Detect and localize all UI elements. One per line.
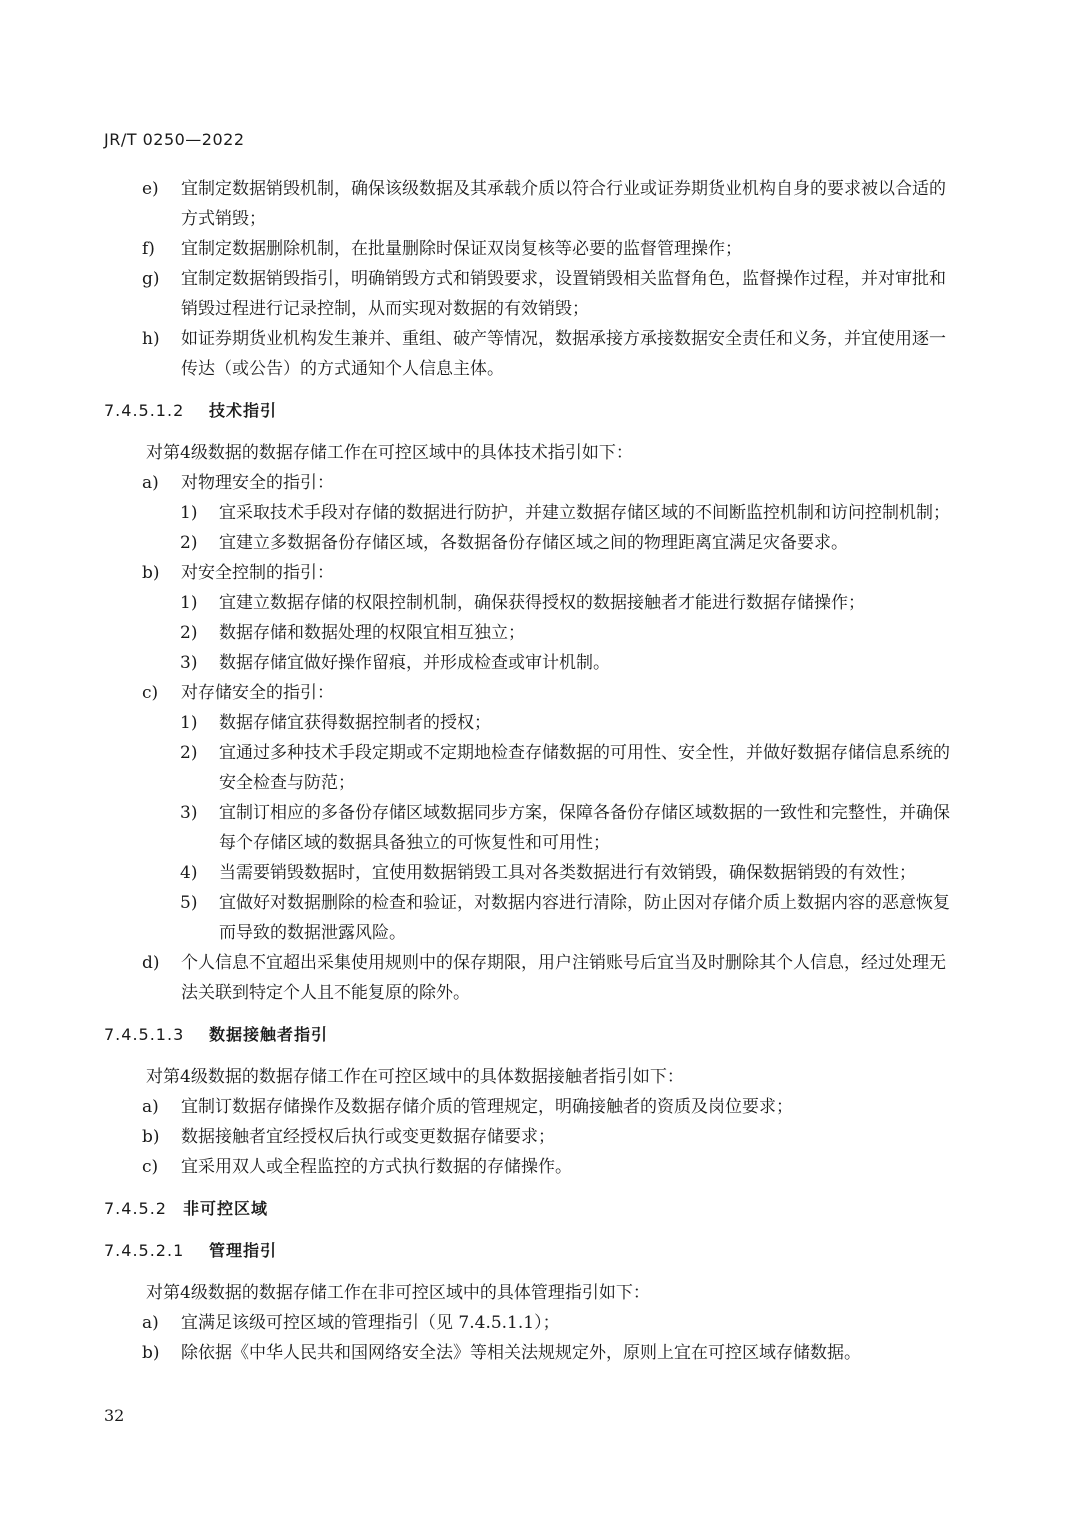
sub-list-item-text: 宜采取技术手段对存储的数据进行防护，并建立数据存储区域的不间断监控机制和访问控制机制；	[219, 503, 950, 523]
list-marker: b)	[142, 1343, 160, 1363]
list-marker: a)	[142, 1313, 159, 1333]
list-marker: a)	[142, 473, 159, 493]
list-item-text: 宜满足该级可控区域的管理指引（见 7.4.5.1.1）；	[181, 1313, 560, 1333]
list-item	[104, 264, 954, 324]
list-item	[104, 234, 954, 264]
sub-list-item	[104, 648, 954, 678]
list-marker: h)	[142, 329, 160, 349]
list-item	[104, 1092, 954, 1122]
sub-list-marker: 1)	[180, 503, 198, 523]
section-heading-74512	[104, 396, 954, 426]
list-item-text: 除依据《中华人民共和国网络安全法》等相关法规规定外，原则上宜在可控区域存储数据。	[181, 1343, 861, 1363]
sub-list-marker: 3)	[180, 653, 198, 673]
sub-list-item-text: 当需要销毁数据时，宜使用数据销毁工具对各类数据进行有效销毁，确保数据销毁的有效性；	[219, 863, 916, 883]
list-marker: b)	[142, 1127, 160, 1147]
section-number: 7.4.5.1.3	[104, 1025, 185, 1044]
list-marker: f)	[142, 239, 155, 259]
sub-list-item-text: 宜通过多种技术手段定期或不定期地检查存储数据的可用性、安全性，并做好数据存储信息系统的安全检查与防范；	[219, 743, 950, 793]
section-title: 非可控区域	[183, 1199, 269, 1218]
sub-list-item	[104, 858, 954, 888]
list-item-text: 个人信息不宜超出采集使用规则中的保存期限，用户注销账号后宜当及时删除其个人信息，经过处理无法关联到特定个人且不能复原的除外。	[181, 953, 946, 1003]
sub-list-item	[104, 498, 954, 528]
list-marker: e)	[142, 179, 159, 199]
sub-list-item-text: 宜做好对数据删除的检查和验证，对数据内容进行清除，防止因对存储介质上数据内容的恶意恢复而导致的数据泄露风险。	[219, 893, 950, 943]
sub-list-item	[104, 528, 954, 558]
section-number: 7.4.5.2	[104, 1199, 167, 1218]
section-intro: 对第4级数据的数据存储工作在可控区域中的具体数据接触者指引如下：	[146, 1067, 684, 1087]
sub-list-item	[104, 618, 954, 648]
section-heading-74521	[104, 1236, 954, 1266]
sub-list-marker: 3)	[180, 803, 198, 823]
section-heading-7452	[104, 1194, 954, 1224]
section-title: 技术指引	[209, 401, 278, 420]
sub-list-item-text: 宜制订相应的多备份存储区域数据同步方案，保障各备份存储区域数据的一致性和完整性，并确保每个存储区域的数据具备独立的可恢复性和可用性；	[219, 803, 950, 853]
list-marker: d)	[142, 953, 160, 973]
list-item-text: 宜制定数据销毁指引，明确销毁方式和销毁要求，设置销毁相关监督角色，监督操作过程，并对审批和销毁过程进行记录控制，从而实现对数据的有效销毁；	[181, 269, 946, 319]
list-item	[104, 468, 954, 498]
section-number: 7.4.5.1.2	[104, 401, 185, 420]
list-item	[104, 324, 954, 384]
sub-list-item-text: 数据存储宜做好操作留痕，并形成检查或审计机制。	[219, 653, 610, 673]
section-intro: 对第4级数据的数据存储工作在非可控区域中的具体管理指引如下：	[146, 1283, 650, 1303]
list-item	[104, 1122, 954, 1152]
list-item-text: 对物理安全的指引：	[181, 473, 334, 493]
sub-list-marker: 4)	[180, 863, 198, 883]
sub-list-marker: 1)	[180, 713, 198, 733]
sub-list-item-text: 宜建立多数据备份存储区域，各数据备份存储区域之间的物理距离宜满足灾备要求。	[219, 533, 848, 553]
list-item-text: 数据接触者宜经授权后执行或变更数据存储要求；	[181, 1127, 555, 1147]
section-number: 7.4.5.2.1	[104, 1241, 185, 1260]
sub-list-item	[104, 738, 954, 798]
list-item	[104, 558, 954, 588]
list-item-text: 对存储安全的指引：	[181, 683, 334, 703]
list-item-text: 对安全控制的指引：	[181, 563, 334, 583]
list-item	[104, 1152, 954, 1182]
list-item	[104, 1308, 954, 1338]
sub-list-item	[104, 798, 954, 858]
sub-list-marker: 2)	[180, 623, 198, 643]
page-content	[104, 174, 954, 1368]
list-item	[104, 948, 954, 1008]
list-item	[104, 1338, 954, 1368]
list-block-destruction	[104, 174, 954, 384]
sub-list-marker: 1)	[180, 593, 198, 613]
sub-list-marker: 2)	[180, 743, 198, 763]
section-intro: 对第4级数据的数据存储工作在可控区域中的具体技术指引如下：	[146, 443, 633, 463]
page-number: 32	[104, 1406, 125, 1425]
list-item	[104, 174, 954, 234]
sub-list-item	[104, 588, 954, 618]
list-item-text: 宜制定数据删除机制，在批量删除时保证双岗复核等必要的监督管理操作；	[181, 239, 742, 259]
list-marker: g)	[142, 269, 160, 289]
sub-list-marker: 5)	[180, 893, 198, 913]
sub-list-item	[104, 708, 954, 738]
sub-list-item	[104, 888, 954, 948]
section-title: 管理指引	[209, 1241, 278, 1260]
document-code: JR/T 0250—2022	[104, 130, 245, 149]
list-marker: a)	[142, 1097, 159, 1117]
list-item-text: 宜采用双人或全程监控的方式执行数据的存储操作。	[181, 1157, 572, 1177]
sub-list-marker: 2)	[180, 533, 198, 553]
list-marker: b)	[142, 563, 160, 583]
sub-list-item-text: 数据存储和数据处理的权限宜相互独立；	[219, 623, 525, 643]
list-marker: c)	[142, 1157, 159, 1177]
section-title: 数据接触者指引	[209, 1025, 329, 1044]
list-marker: c)	[142, 683, 159, 703]
list-item-text: 宜制定数据销毁机制，确保该级数据及其承载介质以符合行业或证券期货业机构自身的要求被以合适的方式销毁；	[181, 179, 946, 229]
list-item-text: 如证券期货业机构发生兼并、重组、破产等情况，数据承接方承接数据安全责任和义务，并宜使用逐一传达（或公告）的方式通知个人信息主体。	[181, 329, 946, 379]
sub-list-item-text: 宜建立数据存储的权限控制机制，确保获得授权的数据接触者才能进行数据存储操作；	[219, 593, 865, 613]
section-heading-74513	[104, 1020, 954, 1050]
list-item-text: 宜制订数据存储操作及数据存储介质的管理规定，明确接触者的资质及岗位要求；	[181, 1097, 793, 1117]
list-item	[104, 678, 954, 708]
sub-list-item-text: 数据存储宜获得数据控制者的授权；	[219, 713, 491, 733]
